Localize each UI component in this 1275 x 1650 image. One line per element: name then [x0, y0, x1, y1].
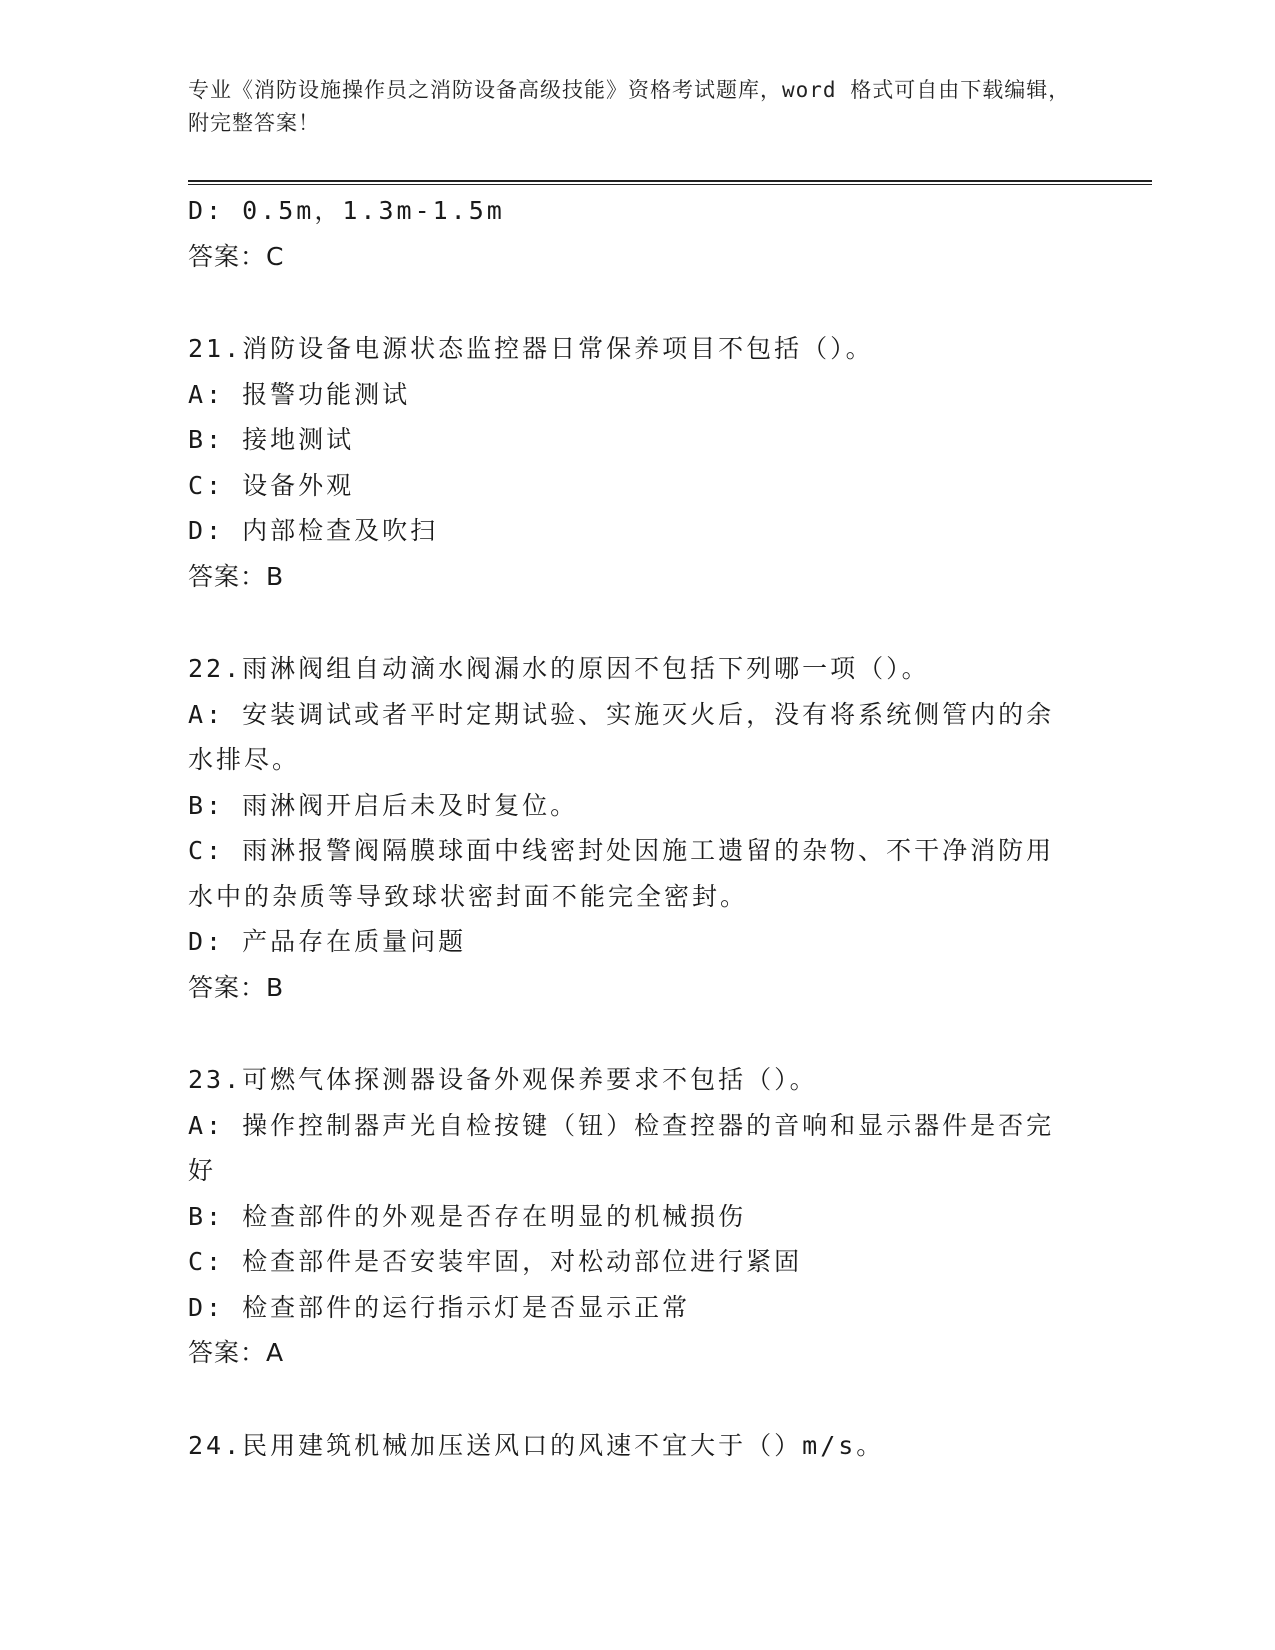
- option-b: B: 检查部件的外观是否存在明显的机械损伤: [188, 1201, 747, 1231]
- page-header-text: 专业《消防设施操作员之消防设备高级技能》资格考试题库，word 格式可自由下载编辑，附完整答案！: [188, 78, 1071, 135]
- option-d: D: 产品存在质量问题: [188, 927, 467, 956]
- option-a: A: 报警功能测试: [188, 379, 411, 409]
- header-rule-thin: [188, 184, 1152, 185]
- question-stem: 22.雨淋阀组自动滴水阀漏水的原因不包括下列哪一项（）。: [188, 654, 930, 683]
- question-22: [188, 646, 1078, 1010]
- answer-line: 答案：B: [188, 561, 285, 591]
- question-23: [188, 1057, 1078, 1376]
- answer-line: 答案：A: [188, 1338, 285, 1367]
- question-24: [188, 1423, 1078, 1469]
- option-d: D: 检查部件的运行指示灯是否显示正常: [188, 1292, 691, 1322]
- answer-line: 答案：C: [188, 241, 285, 271]
- question-stem: 24.民用建筑机械加压送风口的风速不宜大于（）m/s。: [188, 1430, 885, 1460]
- question-21: [188, 326, 1078, 599]
- answer-line: 答案：B: [188, 972, 285, 1002]
- question-content: [188, 188, 1078, 1468]
- option-c: C: 检查部件是否安装牢固，对松动部位进行紧固: [188, 1247, 803, 1276]
- option-d: D: 0.5m，1.3m-1.5m: [188, 196, 505, 225]
- header-rule-thick: [188, 180, 1152, 182]
- option-d: D: 内部检查及吹扫: [188, 516, 439, 545]
- option-a: A: 操作控制器声光自检按键（钮）检查控器的音响和显示器件是否完好: [188, 1110, 1055, 1185]
- option-c: C: 设备外观: [188, 470, 355, 500]
- question-stem: 21.消防设备电源状态监控器日常保养项目不包括（）。: [188, 334, 874, 363]
- option-a: A: 安装调试或者平时定期试验、实施灭火后，没有将系统侧管内的余水排尽。: [188, 699, 1055, 774]
- option-b: B: 雨淋阀开启后未及时复位。: [188, 790, 579, 820]
- option-b: B: 接地测试: [188, 425, 355, 454]
- question-stem: 23.可燃气体探测器设备外观保养要求不包括（）。: [188, 1065, 818, 1094]
- option-c: C: 雨淋报警阀隔膜球面中线密封处因施工遗留的杂物、不干净消防用水中的杂质等导致球状密封面不能完全密封。: [188, 836, 1055, 911]
